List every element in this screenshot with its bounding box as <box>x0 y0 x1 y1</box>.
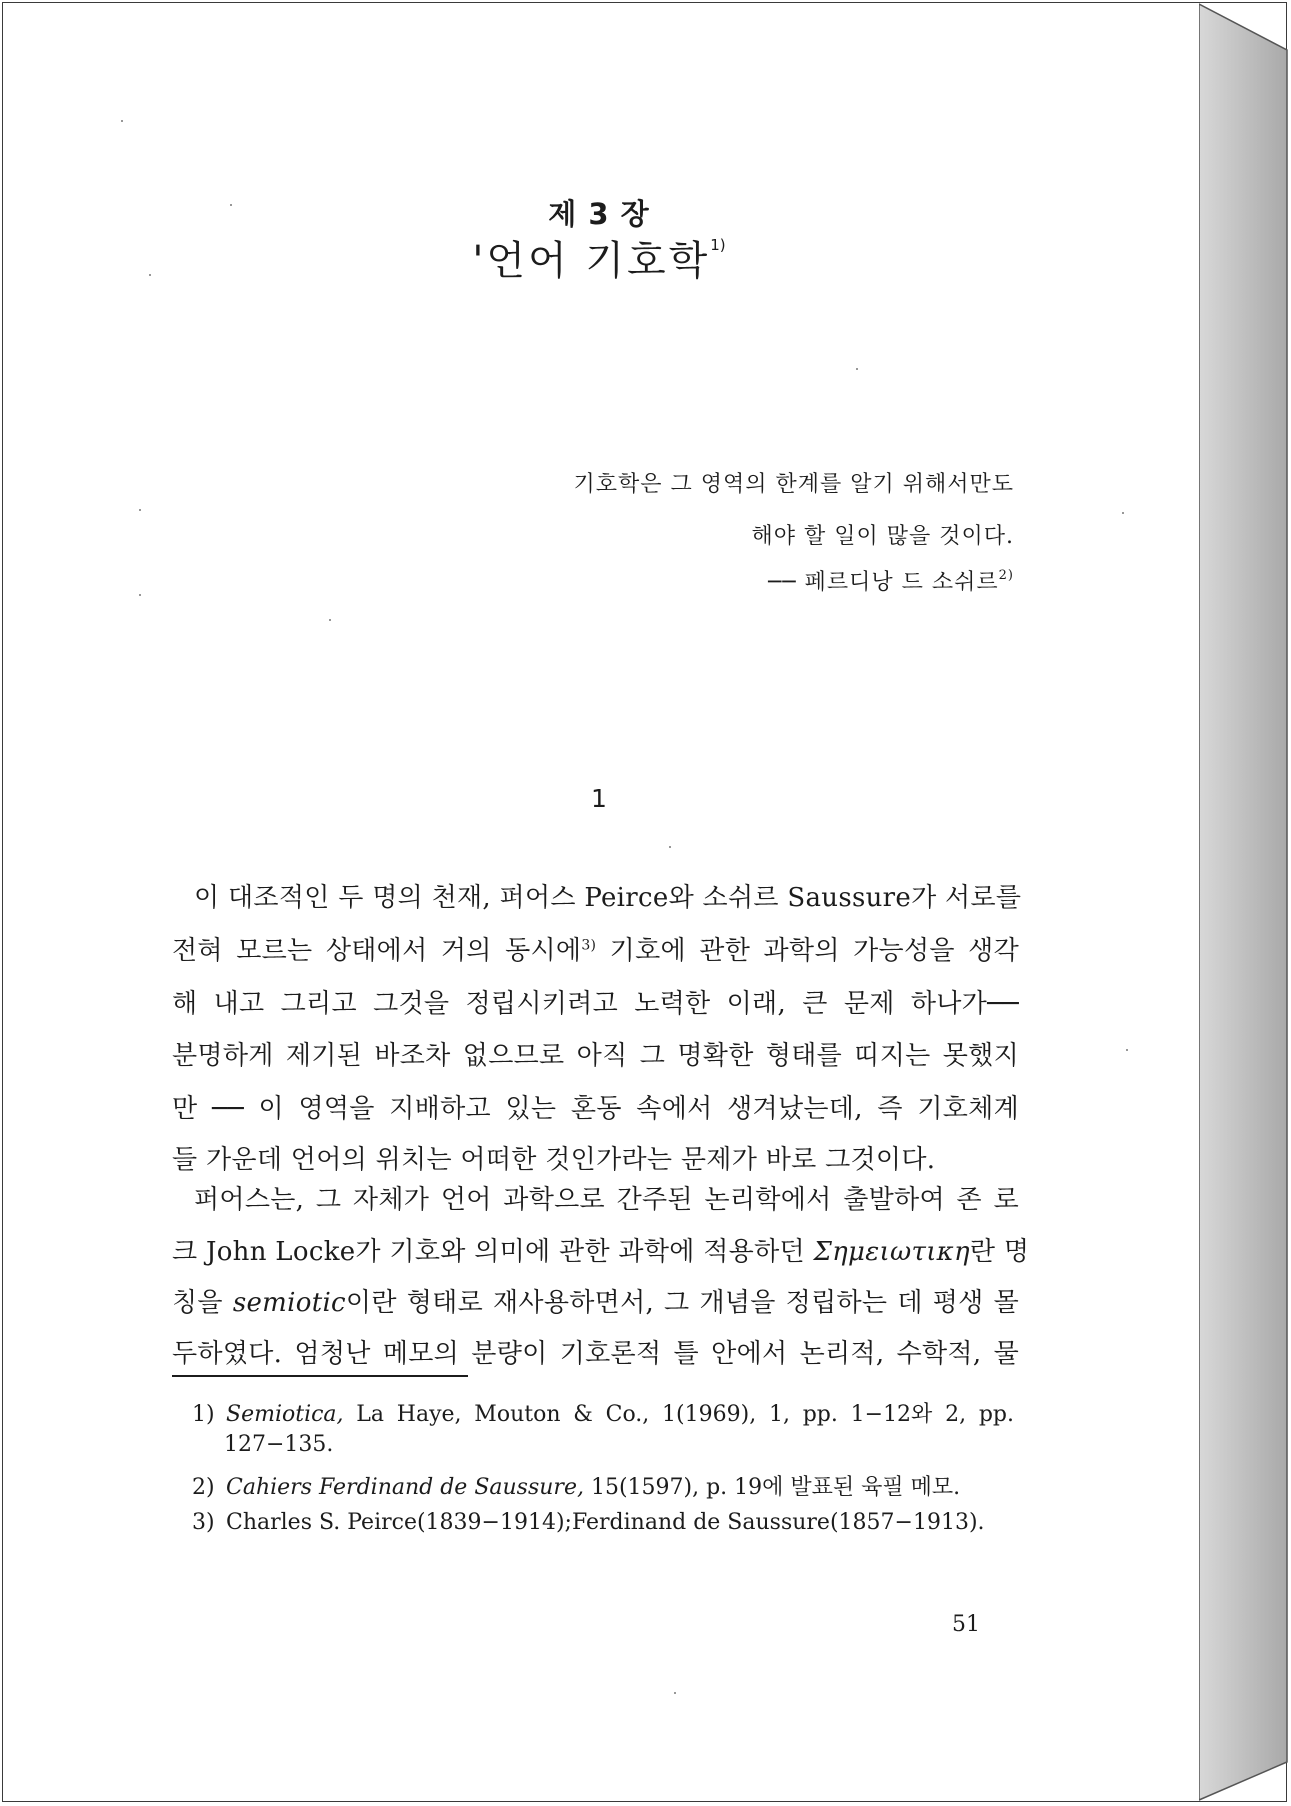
body-line: 들 가운데 언어의 위치는 어떠한 것인가라는 문제가 바로 그것이다. <box>172 1145 936 1175</box>
chapter-title-text: '언어 기호학 <box>472 238 711 284</box>
epigraph-footnote-ref: 2) <box>998 568 1014 583</box>
body-text: 칭을 <box>172 1288 223 1318</box>
body-line <box>172 930 1019 967</box>
page-number: 51 <box>952 1612 980 1637</box>
body-text: 크 John Locke가 기호와 의미에 관한 과학에 적용하던 <box>172 1237 805 1267</box>
epigraph-attribution <box>768 565 1014 596</box>
footnote-ref: 3) <box>581 937 597 954</box>
body-text: 이란 형태로 재사용하면서, 그 개념을 정립하는 데 평생 몰 <box>345 1288 1019 1318</box>
footnote-3 <box>192 1510 985 1535</box>
body-line: 두하였다. 엄청난 메모의 분량이 기호론적 틀 안에서 논리적, 수학적, 물 <box>172 1339 1019 1369</box>
footnote-italic: Semiotica, <box>226 1402 344 1427</box>
body-line <box>172 1282 1019 1319</box>
body-text: 전혀 모르는 상태에서 거의 동시에 <box>172 936 582 966</box>
body-text: 란 명 <box>969 1237 1030 1267</box>
body-text: 기호에 관한 과학의 가능성을 생각 <box>596 936 1019 966</box>
italic-term: semiotic <box>232 1288 346 1318</box>
epigraph-line-1: 기호학은 그 영역의 한계를 알기 위해서만도 <box>573 472 1014 497</box>
footnote-italic: Cahiers Ferdinand de Saussure, <box>226 1475 584 1500</box>
footnote-number: 3) <box>192 1510 215 1535</box>
epigraph-line-2: 해야 할 일이 많을 것이다. <box>751 524 1014 549</box>
footnote-text: 15(1597), p. 19에 발표된 육필 메모. <box>583 1475 961 1500</box>
body-line: 만 ── 이 영역을 지배하고 있는 혼동 속에서 생겨났는데, 즉 기호체계 <box>172 1094 1019 1124</box>
body-line <box>172 1231 1030 1268</box>
body-line: 퍼어스는, 그 자체가 언어 과학으로 간주된 논리학에서 출발하여 존 로 <box>194 1185 1019 1215</box>
footnote-number: 2) <box>192 1475 215 1500</box>
footnote-text: La Haye, Mouton & Co., 1(1969), 1, pp. 1−12와 2, pp. <box>343 1402 1014 1427</box>
greek-term: Σημειωτικη <box>813 1237 970 1267</box>
book-edge-shadow <box>1199 2 1289 1802</box>
epigraph-attribution-text: ── 페르디낭 드 소쉬르 <box>768 570 999 595</box>
section-number: 1 <box>591 784 607 813</box>
footnote-1 <box>192 1397 1014 1428</box>
chapter-number: 제 3 장 <box>548 197 650 231</box>
chapter-title <box>4 229 1194 286</box>
footnote-number: 1) <box>192 1402 215 1427</box>
footnote-text: Charles S. Peirce(1839−1914);Ferdinand de Saussure(1857−1913). <box>226 1510 985 1535</box>
body-line: 분명하게 제기된 바조차 없으므로 아직 그 명확한 형태를 띠지는 못했지 <box>172 1041 1019 1071</box>
book-page <box>4 4 1194 1800</box>
body-line: 해 내고 그리고 그것을 정립시키려고 노력한 이래, 큰 문제 하나가── <box>172 989 1019 1019</box>
footnote-2 <box>192 1470 960 1501</box>
footnote-1-continuation: 127−135. <box>224 1432 334 1457</box>
body-line: 이 대조적인 두 명의 천재, 퍼어스 Peirce와 소쉬르 Saussure가 서로를 <box>194 883 1022 913</box>
footnote-divider <box>172 1375 468 1377</box>
chapter-title-footnote-ref: 1) <box>710 236 726 254</box>
